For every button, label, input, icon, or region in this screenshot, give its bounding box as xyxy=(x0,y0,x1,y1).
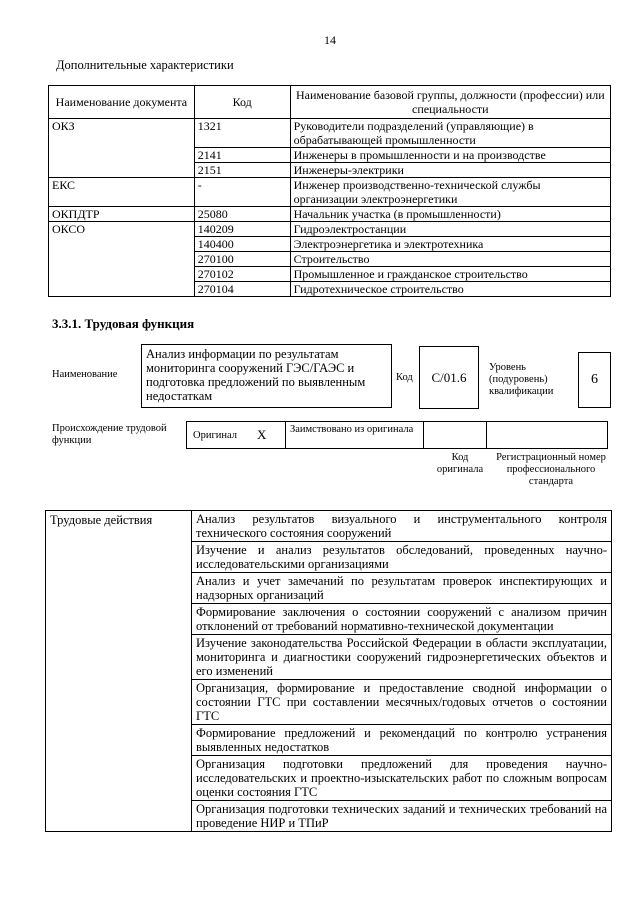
labor-actions-label: Трудовые действия xyxy=(46,511,192,832)
code-cell: 270100 xyxy=(194,252,290,267)
level-box: 6 xyxy=(578,352,611,408)
code-cell: 140209 xyxy=(194,222,290,237)
reg-number-caption: Регистрационный номер профессионального стандарта xyxy=(496,452,606,487)
origin-code-cell xyxy=(423,421,487,449)
origin-row xyxy=(186,421,607,449)
doc-cell: ЕКС xyxy=(49,178,195,207)
origin-code-caption: Код оригинала xyxy=(436,452,484,475)
table-row xyxy=(49,207,611,222)
doc-cell: ОКПДТР xyxy=(49,207,195,222)
name-label: Наименование xyxy=(52,369,118,380)
list-item: Организация, формирование и предоставление сводной информации о состоянии ГТС при составлении месячных/годовых отчетов о состоянии ГТС xyxy=(192,680,612,725)
level-label: Уровень (подуровень) квалификации xyxy=(489,362,554,397)
origin-label: Происхождение трудовой функции xyxy=(52,423,167,446)
name-cell: Гидротехническое строительство xyxy=(290,282,610,297)
code-cell: 270104 xyxy=(194,282,290,297)
additional-heading: Дополнительные характеристики xyxy=(56,58,234,72)
labor-actions-table xyxy=(45,510,612,832)
code-cell: 270102 xyxy=(194,267,290,282)
list-item: Организация подготовки технических заданий и технических требований на проведение НИР и ТПиР xyxy=(192,801,612,832)
code-cell: 2141 xyxy=(194,148,290,163)
name-cell: Инженер производственно-технической службы организации электроэнергетики xyxy=(290,178,610,207)
original-label: Оригинал xyxy=(193,429,237,441)
name-cell: Строительство xyxy=(290,252,610,267)
list-item: Анализ результатов визуального и инструментального контроля технического состояния сооружений xyxy=(192,511,612,542)
list-item: Изучение законодательства Российской Федерации в области эксплуатации, мониторинга и диагностики сооружений гидроэнергетических объектов и его изменений xyxy=(192,635,612,680)
original-mark: X xyxy=(257,427,267,442)
list-item: Анализ и учет замечаний по результатам проверок инспектирующих и надзорных организаций xyxy=(192,573,612,604)
code-cell: 25080 xyxy=(194,207,290,222)
function-name-box: Анализ информации по результатам мониторинга сооружений ГЭС/ГАЭС и подготовка предложений по выявленным недостаткам xyxy=(141,344,392,408)
borrowed-cell: Заимствовано из оригинала xyxy=(285,421,424,449)
page-number: 14 xyxy=(324,33,336,47)
original-cell xyxy=(186,421,286,449)
table-row xyxy=(49,178,611,207)
table-row xyxy=(49,222,611,237)
name-cell: Руководители подразделений (управляющие) в обрабатывающей промышленности xyxy=(290,119,610,148)
function-code-box: C/01.6 xyxy=(419,346,479,409)
list-item: Формирование заключения о состоянии сооружений с анализом причин отклонений от требований нормативно-технической документации xyxy=(192,604,612,635)
code-cell: 2151 xyxy=(194,163,290,178)
name-cell: Гидроэлектростанции xyxy=(290,222,610,237)
name-cell: Инженеры в промышленности и на производстве xyxy=(290,148,610,163)
table-header-row xyxy=(49,86,611,119)
function-title: 3.3.1. Трудовая функция xyxy=(52,316,195,331)
list-item: Изучение и анализ результатов обследований, проведенных научно-исследовательскими организациями xyxy=(192,542,612,573)
doc-cell: ОКСО xyxy=(49,222,195,297)
col-header-name: Наименование базовой группы, должности (профессии) или специальности xyxy=(290,86,610,119)
code-label: Код xyxy=(396,372,413,383)
code-cell: - xyxy=(194,178,290,207)
name-cell: Электроэнергетика и электротехника xyxy=(290,237,610,252)
list-item: Организация подготовки предложений для проведения научно-исследовательских и проектно-изыскательских работ по сложным вопросам оценки состояния ГТС xyxy=(192,756,612,801)
code-cell: 140400 xyxy=(194,237,290,252)
code-cell: 1321 xyxy=(194,119,290,148)
doc-cell: ОКЗ xyxy=(49,119,195,178)
col-header-document: Наименование документа xyxy=(49,86,195,119)
name-cell: Начальник участка (в промышленности) xyxy=(290,207,610,222)
additional-characteristics-table xyxy=(48,85,611,297)
name-cell: Промышленное и гражданское строительство xyxy=(290,267,610,282)
reg-number-cell xyxy=(486,421,608,449)
table-row xyxy=(49,119,611,148)
list-item: Формирование предложений и рекомендаций по контролю устранения выявленных недостатков xyxy=(192,725,612,756)
table-row xyxy=(46,511,612,542)
name-cell: Инженеры-электрики xyxy=(290,163,610,178)
col-header-code: Код xyxy=(194,86,290,119)
